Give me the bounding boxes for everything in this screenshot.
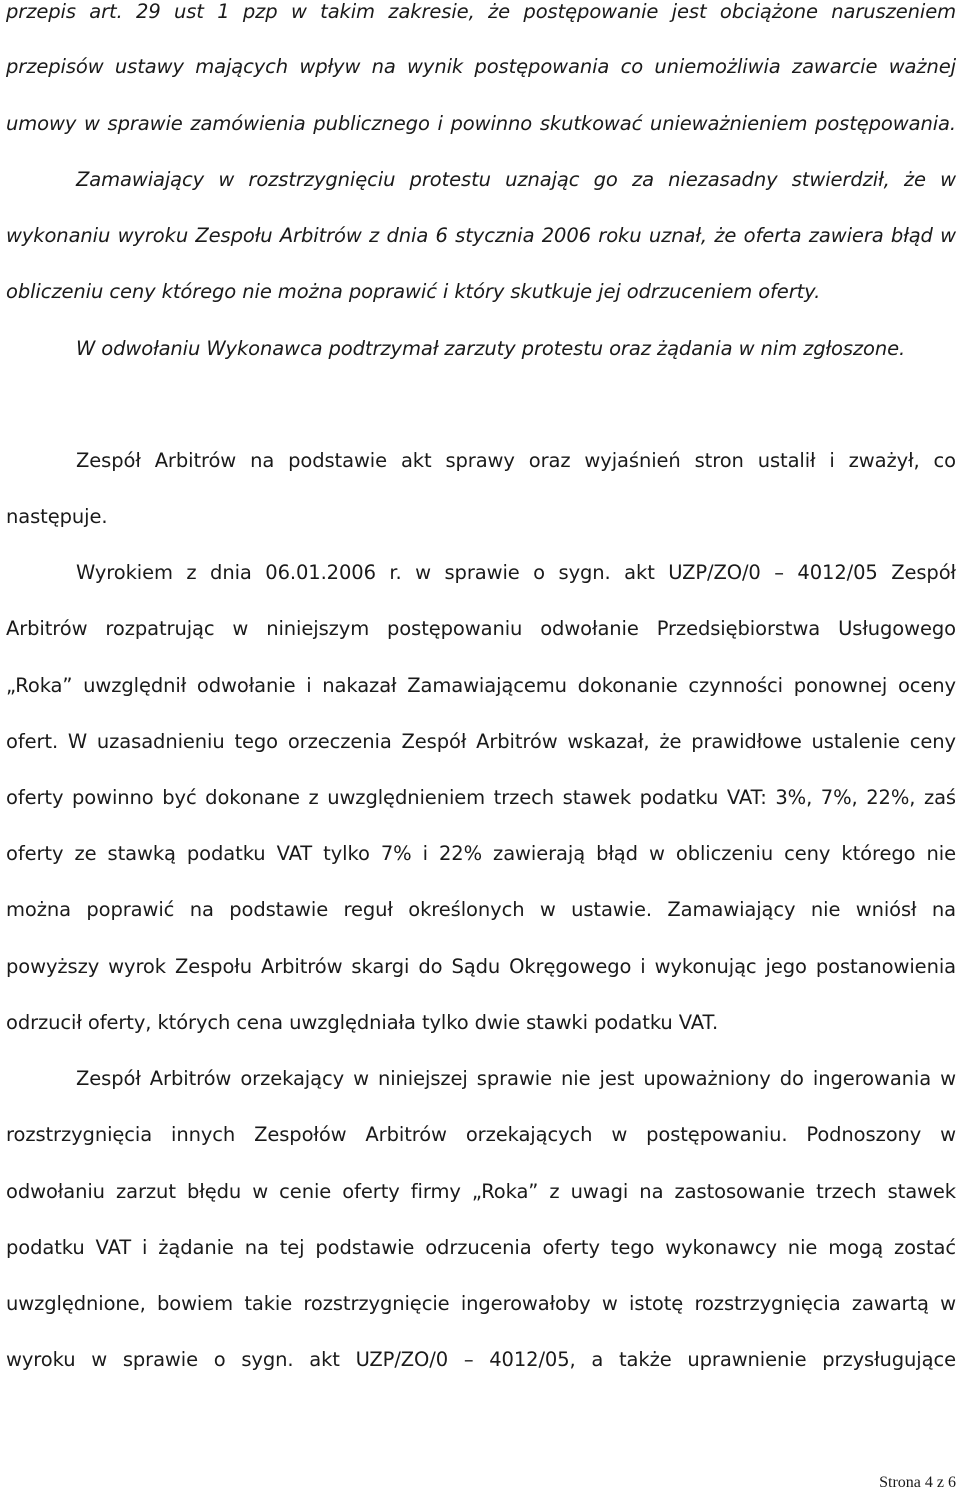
text-line: oferty ze stawką podatku VAT tylko 7% i 22% zawierają błąd w obliczeniu ceny którego nie [6, 842, 956, 865]
text-line: „Roka” uwzględnił odwołanie i nakazał Zamawiającemu dokonanie czynności ponownej oceny [6, 674, 956, 697]
text-line: można poprawić na podstawie reguł określonych w ustawie. Zamawiający nie wniósł na [6, 898, 956, 921]
text-line: uwzględnione, bowiem takie rozstrzygnięcie ingerowałoby w istotę rozstrzygnięcia zawartą w [6, 1292, 956, 1315]
text-line: umowy w sprawie zamówienia publicznego i powinno skutkować unieważnieniem postępowania. [6, 112, 956, 135]
text-line: Zamawiający w rozstrzygnięciu protestu uznając go za niezasadny stwierdził, że w [76, 168, 956, 191]
text-line: wyroku w sprawie o sygn. akt UZP/ZO/0 – 4012/05, a także uprawnienie przysługujące [6, 1348, 956, 1371]
text-line: Zespół Arbitrów orzekający w niniejszej sprawie nie jest upoważniony do ingerowania w [76, 1067, 956, 1090]
text-line: obliczeniu ceny którego nie można poprawić i który skutkuje jej odrzuceniem oferty. [6, 280, 821, 303]
page-number: Strona 4 z 6 [879, 1474, 956, 1491]
text-line: Zespół Arbitrów na podstawie akt sprawy oraz wyjaśnień stron ustalił i zważył, co [76, 449, 956, 472]
text-line: Arbitrów rozpatrując w niniejszym postępowaniu odwołanie Przedsiębiorstwa Usługowego [6, 617, 956, 640]
text-line: przepis art. 29 ust 1 pzp w takim zakresie, że postępowanie jest obciążone naruszeniem [6, 0, 956, 23]
text-line: oferty powinno być dokonane z uwzględnieniem trzech stawek podatku VAT: 3%, 7%, 22%, zaś [6, 786, 956, 809]
text-line: W odwołaniu Wykonawca podtrzymał zarzuty protestu oraz żądania w nim zgłoszone. [76, 337, 906, 360]
text-line: następuje. [6, 505, 108, 528]
text-line: odrzucił oferty, których cena uwzględniała tylko dwie stawki podatku VAT. [6, 1011, 719, 1034]
text-line: przepisów ustawy mających wpływ na wynik postępowania co uniemożliwia zawarcie ważnej [6, 55, 956, 78]
text-line: odwołaniu zarzut błędu w cenie oferty firmy „Roka” z uwagi na zastosowanie trzech stawek [6, 1180, 956, 1203]
text-line: Wyrokiem z dnia 06.01.2006 r. w sprawie o sygn. akt UZP/ZO/0 – 4012/05 Zespół [76, 561, 956, 584]
text-line: podatku VAT i żądanie na tej podstawie odrzucenia oferty tego wykonawcy nie mogą zostać [6, 1236, 956, 1259]
text-line: powyższy wyrok Zespołu Arbitrów skargi do Sądu Okręgowego i wykonując jego postanowienia [6, 955, 956, 978]
text-line: ofert. W uzasadnieniu tego orzeczenia Zespół Arbitrów wskazał, że prawidłowe ustalenie ceny [6, 730, 956, 753]
text-line: wykonaniu wyroku Zespołu Arbitrów z dnia 6 stycznia 2006 roku uznał, że oferta zawiera błąd w [6, 224, 956, 247]
text-line: rozstrzygnięcia innych Zespołów Arbitrów orzekających w postępowaniu. Podnoszony w [6, 1123, 956, 1146]
